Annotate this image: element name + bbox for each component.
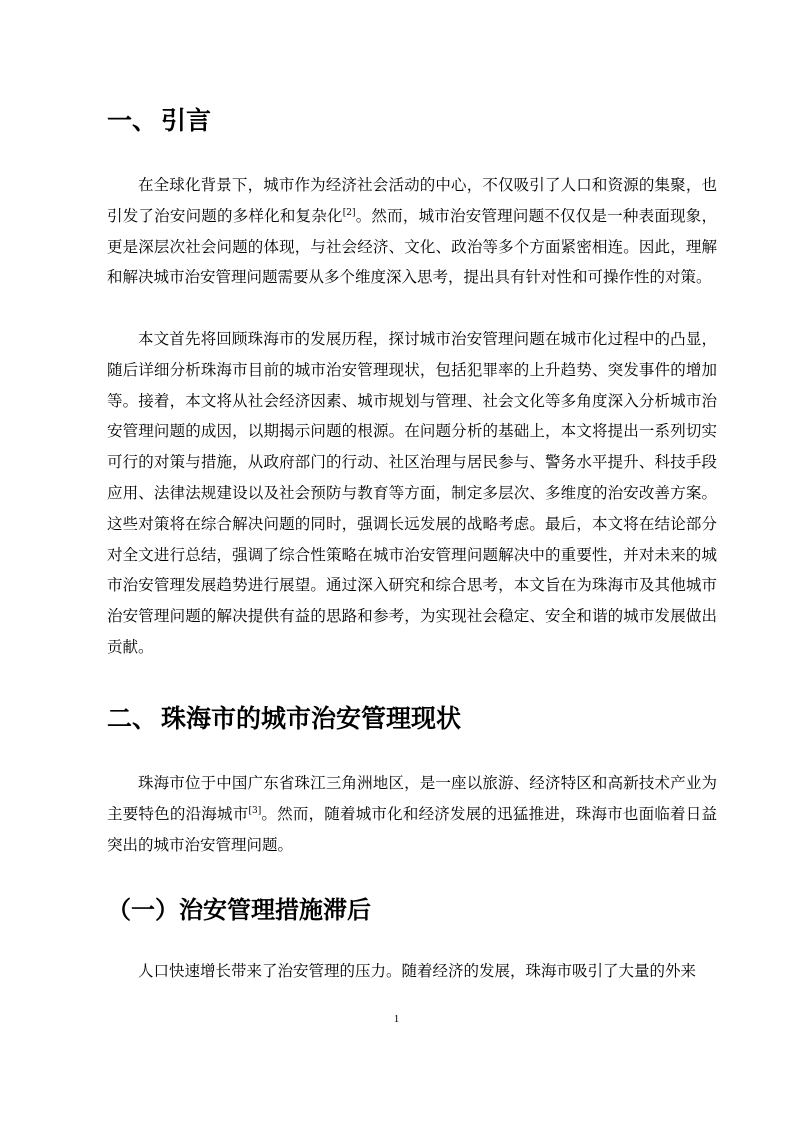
paragraph: 人口快速增长带来了治安管理的压力。随着经济的发展，珠海市吸引了大量的外来 bbox=[138, 962, 697, 980]
page-number: 1 bbox=[393, 1013, 400, 1025]
section-number: 一、 bbox=[107, 106, 158, 135]
paragraph: 珠海市位于中国广东省珠江三角洲地区，是一座以旅游、经济特区和高新技术产业为主要特色的沿海城市[3]。然而，随着城市化和经济发展的迅猛推进，珠海市也面临着日益突出的城市治安管理问题。 bbox=[107, 774, 717, 854]
paragraph: 在全球化背景下，城市作为经济社会活动的中心，不仅吸引了人口和资源的集聚，也引发了治安问题的多样化和复杂化[2]。然而，城市治安管理问题不仅仅是一种表面现象，更是深层次社会问题的体现，与社会经济、文化、政治等多个方面紧密相连。因此，理解和解决城市治安管理问题需要从多个维度深入思考，提出具有针对性和可操作性的对策。 bbox=[107, 176, 717, 287]
section-number: 二、 bbox=[107, 704, 158, 733]
citation-reference: [2] bbox=[342, 207, 356, 218]
section-title: 引言 bbox=[161, 106, 212, 135]
section-heading-current-status bbox=[107, 704, 461, 734]
section-title: 珠海市的城市治安管理现状 bbox=[161, 704, 462, 733]
citation-reference: [3] bbox=[248, 805, 262, 816]
section-heading-introduction bbox=[107, 106, 211, 136]
paragraph: 本文首先将回顾珠海市的发展历程，探讨城市治安管理问题在城市化过程中的凸显，随后详细分析珠海市目前的城市治安管理现状，包括犯罪率的上升趋势、突发事件的增加等。接着，本文将从社会经济因素、城市规划与管理、社会文化等多角度深入分析城市治安管理问题的成因，以期揭示问题的根源。在问题分析的基础上，本文将提出一系列切实可行的对策与措施，从政府部门的行动、社区治理与居民参与、警务水平提升、科技手段应用、法律法规建设以及社会预防与教育等方面，制定多层次、多维度的治安改善方案。这些对策将在综合解决问题的同时，强调长远发展的战略考虑。最后，本文将在结论部分对全文进行总结，强调了综合性策略在城市治安管理问题解决中的重要性，并对未来的城市治安管理发展趋势进行展望。通过深入研究和综合思考，本文旨在为珠海市及其他城市治安管理问题的解决提供有益的思路和参考，为实现社会稳定、安全和谐的城市发展做出贡献。 bbox=[107, 330, 717, 656]
subsection-heading: （一）治安管理措施滞后 bbox=[107, 896, 371, 924]
